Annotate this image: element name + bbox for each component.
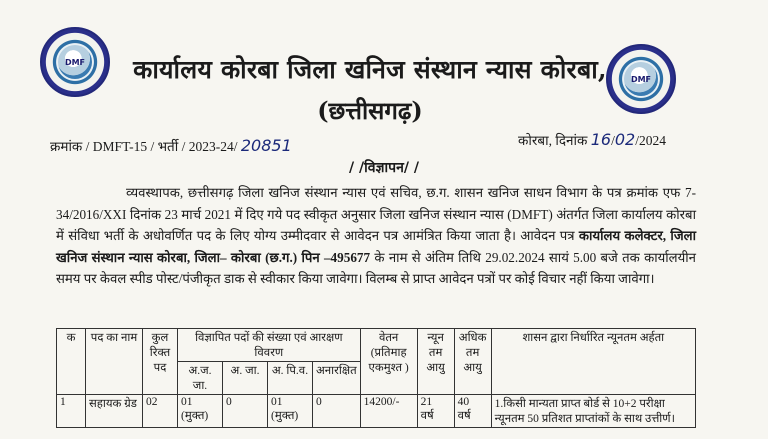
dmf-logo-right	[606, 44, 676, 114]
issue-date: कोरबा, दिनांक 16/02/2024	[518, 130, 666, 149]
cell-obc-note: (मुक्त)	[271, 410, 299, 422]
cell-pay: 14200/-	[360, 395, 417, 428]
cell-k: 1	[57, 395, 86, 428]
date-month: 02	[614, 130, 636, 149]
dmf-logo-left	[40, 27, 110, 97]
cell-minage-value: 21	[420, 396, 433, 408]
cell-name: सहायक ग्रेड	[86, 395, 143, 428]
cell-st-value: 01	[181, 396, 193, 408]
cell-st-note: (मुक्त)	[181, 410, 209, 422]
body-part2: के नाम से अंतिम तिथि 29.02.2024 सायं 5.00 बजे तक कार्यालयीन समय पर केवल स्पीड पोस्ट/पंजीकृत डाक से स्वीकार किया जावेगा। विलम्ब से प्राप्त आवेदन पत्रों पर कोई विचार नहीं किया जावेगा।	[56, 249, 696, 286]
col-header-maxage: अधिक तम आयु	[454, 329, 491, 395]
office-title: कार्यालय कोरबा जिला खनिज संस्थान न्यास कोरबा,	[133, 55, 607, 84]
date-year: /2024	[635, 133, 666, 148]
date-place: कोरबा, दिनांक	[518, 133, 588, 148]
cell-st	[178, 395, 223, 428]
cell-total: 02	[143, 395, 178, 428]
advertisement-body	[56, 182, 696, 290]
body-address: कार्यालय कलेक्टर, जिला खनिज संस्थान न्यास कोरबा, जिला– कोरबा (छ.ग.) पिन –495677	[56, 228, 696, 265]
col-header-k: क	[57, 329, 86, 395]
date-day: 16	[590, 130, 612, 149]
col-header-st: अ.ज. जा.	[178, 362, 223, 395]
logo-emblem-icon: DMF	[58, 45, 92, 79]
col-header-pay: वेतन (प्रतिमाह एकमुश्त )	[360, 329, 417, 395]
cell-obc-value: 01	[271, 396, 283, 408]
col-header-reserve: विज्ञापित पदों की संख्या एवं आरक्षण विवरण	[178, 329, 361, 362]
reference-number	[50, 136, 292, 155]
col-header-total: कुल रिक्त पद	[143, 329, 178, 395]
advertisement-heading: / /विज्ञापन/ /	[349, 160, 419, 176]
posts-table	[56, 328, 696, 428]
col-header-name: पद का नाम	[86, 329, 143, 395]
cell-minage	[417, 395, 454, 428]
office-state: (छत्तीसगढ़)	[317, 96, 423, 125]
logo-emblem-icon: DMF	[624, 62, 658, 96]
cell-minage-unit: वर्ष	[420, 410, 434, 422]
reference-prefix: क्रमांक / DMFT-15 / भर्ती / 2023-24/	[50, 139, 238, 154]
cell-ur: 0	[313, 395, 361, 428]
cell-sc: 0	[223, 395, 268, 428]
body-part1: व्यवस्थापक, छत्तीसगढ़ जिला खनिज संस्थान न्यास एवं सचिव, छ.ग. शासन खनिज साधन विभाग के पत्र क्रमांक एफ 7-34/2016/XXI दिनांक 23 मार्च 2021 में दिए गये पद स्वीकृत अनुसार जिला खनिज संस्थान न्यास (DMFT) अंतर्गत जिला कार्यालय कोरबा में संविधा भर्ती के अधोवर्णित पद के लिए योग्य उम्मीदवार से आवेदन पत्र आमंत्रित किया जाता है। आवेदन पत्र	[56, 185, 696, 243]
col-header-qual: शासन द्वारा निर्धारित न्यूनतम अर्हता	[491, 329, 695, 395]
cell-qual: 1.किसी मान्यता प्राप्त बोर्ड से 10+2 परीक्षा न्यूनतम 50 प्रतिशत प्राप्तांकों के साथ उत्तीर्ण।	[491, 395, 695, 428]
col-header-ur: अनारक्षित	[313, 362, 361, 395]
col-header-obc: अ. पि.व.	[268, 362, 313, 395]
reference-handwritten-number: 20851	[240, 136, 292, 155]
cell-maxage-unit: वर्ष	[457, 410, 471, 422]
cell-obc	[268, 395, 313, 428]
table-row	[57, 395, 696, 428]
table-header-row	[57, 329, 696, 362]
col-header-minage: न्यून तम आयु	[417, 329, 454, 395]
col-header-sc: अ. जा.	[223, 362, 268, 395]
cell-maxage-value: 40	[457, 396, 470, 408]
cell-maxage	[454, 395, 491, 428]
